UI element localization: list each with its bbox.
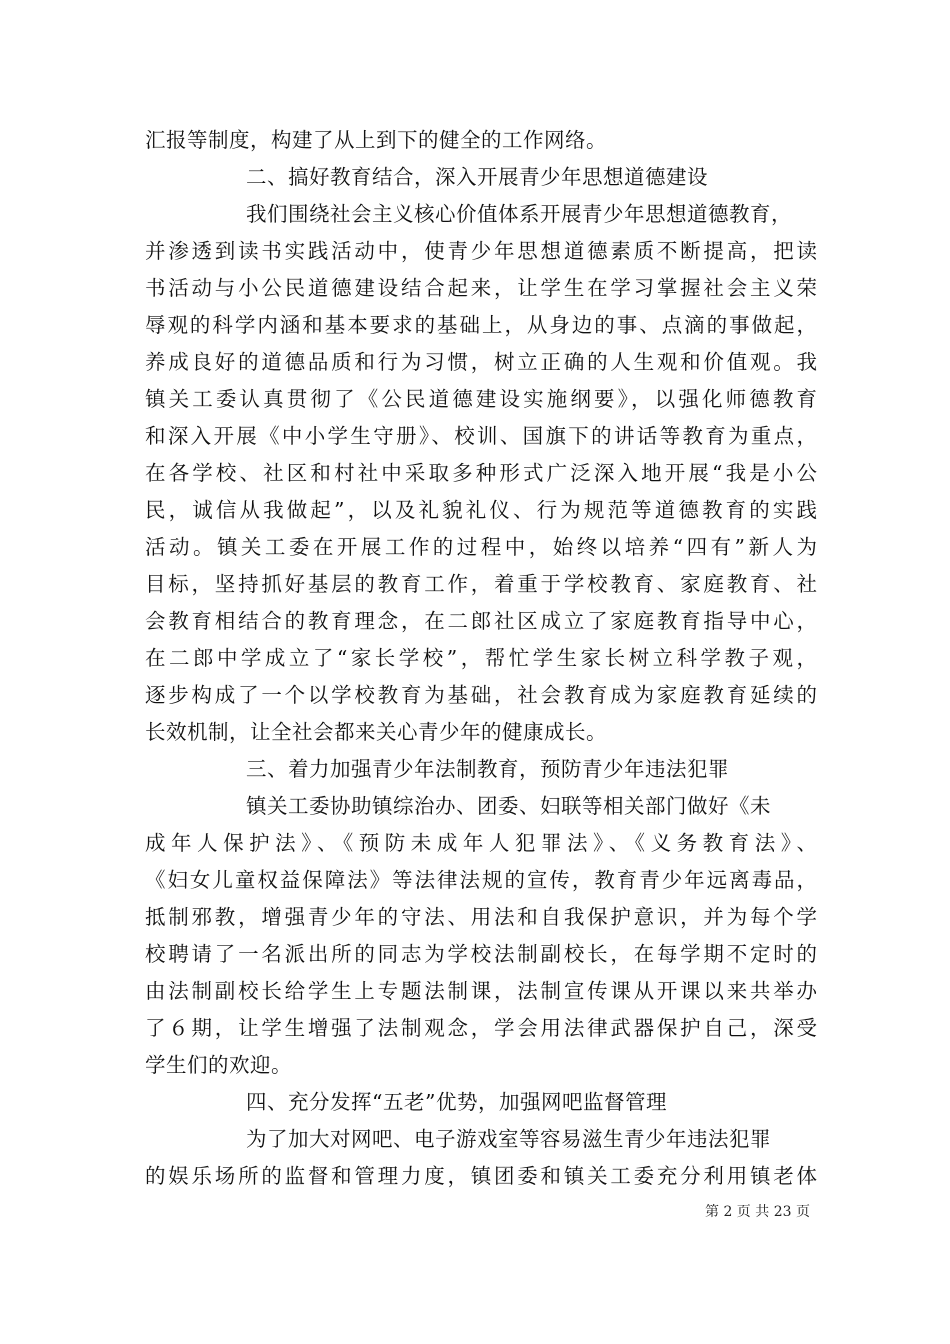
text-line: 校聘请了一名派出所的同志为学校法制副校长，在每学期不定时的 [145,942,817,966]
text-line: 镇关工委认真贯彻了《公民道德建设实施纲要》，以强化师德教育 [145,387,817,411]
text-line: 学生们的欢迎。 [145,1053,292,1077]
text-line: 养成良好的道德品质和行为习惯，树立正确的人生观和价值观。我 [145,350,817,374]
text-line: 成年人保护法》、《预防未成年人犯罪法》、《义务教育法》、 [145,831,817,855]
text-line: 我们围绕社会主义核心价值体系开展青少年思想道德教育， [246,202,792,226]
text-line: 镇关工委协助镇综治办、团委、妇联等相关部门做好《未 [246,794,771,818]
text-line: 在二郎中学成立了“家长学校”，帮忙学生家长树立科学教子观， [145,646,817,670]
text-line: 和深入开展《中小学生守册》、校训、国旗下的讲话等教育为重点， [145,424,817,448]
text-line: 目标，坚持抓好基层的教育工作，着重于学校教育、家庭教育、社 [145,572,817,596]
text-line: 了６期，让学生增强了法制观念，学会用法律武器保护自己，深受 [145,1016,817,1040]
text-line: 由法制副校长给学生上专题法制课，法制宣传课从开课以来共举办 [145,979,817,1003]
text-line: 抵制邪教，增强青少年的守法、用法和自我保护意识，并为每个学 [145,905,817,929]
text-line: 《妇女儿童权益保障法》等法律法规的宣传，教育青少年远离毒品， [145,868,817,892]
text-line: 为了加大对网吧、电子游戏室等容易滋生青少年违法犯罪 [246,1127,771,1151]
text-line: 活动。镇关工委在开展工作的过程中，始终以培养“四有”新人为 [145,535,817,559]
section-heading: 二、搞好教育结合，深入开展青少年思想道德建设 [246,165,708,189]
text-line: 长效机制，让全社会都来关心青少年的健康成长。 [145,720,607,744]
text-line: 辱观的科学内涵和基本要求的基础上，从身边的事、点滴的事做起， [145,313,817,337]
text-line: 的娱乐场所的监督和管理力度，镇团委和镇关工委充分利用镇老体 [145,1164,817,1188]
section-heading: 三、着力加强青少年法制教育，预防青少年违法犯罪 [246,757,729,781]
text-line: 并渗透到读书实践活动中，使青少年思想道德素质不断提高，把读 [145,239,817,263]
text-line: 会教育相结合的教育理念，在二郎社区成立了家庭教育指导中心， [145,609,817,633]
text-line: 逐步构成了一个以学校教育为基础，社会教育成为家庭教育延续的 [145,683,817,707]
text-line: 汇报等制度，构建了从上到下的健全的工作网络。 [145,128,607,152]
text-line: 书活动与小公民道德建设结合起来，让学生在学习掌握社会主义荣 [145,276,817,300]
text-line: 民，诚信从我做起”，以及礼貌礼仪、行为规范等道德教育的实践 [145,498,817,522]
section-heading: 四、充分发挥“五老”优势，加强网吧监督管理 [246,1090,667,1114]
page-number: 第 2 页 共 23 页 [705,1204,810,1220]
text-line: 在各学校、社区和村社中采取多种形式广泛深入地开展“我是小公 [145,461,817,485]
